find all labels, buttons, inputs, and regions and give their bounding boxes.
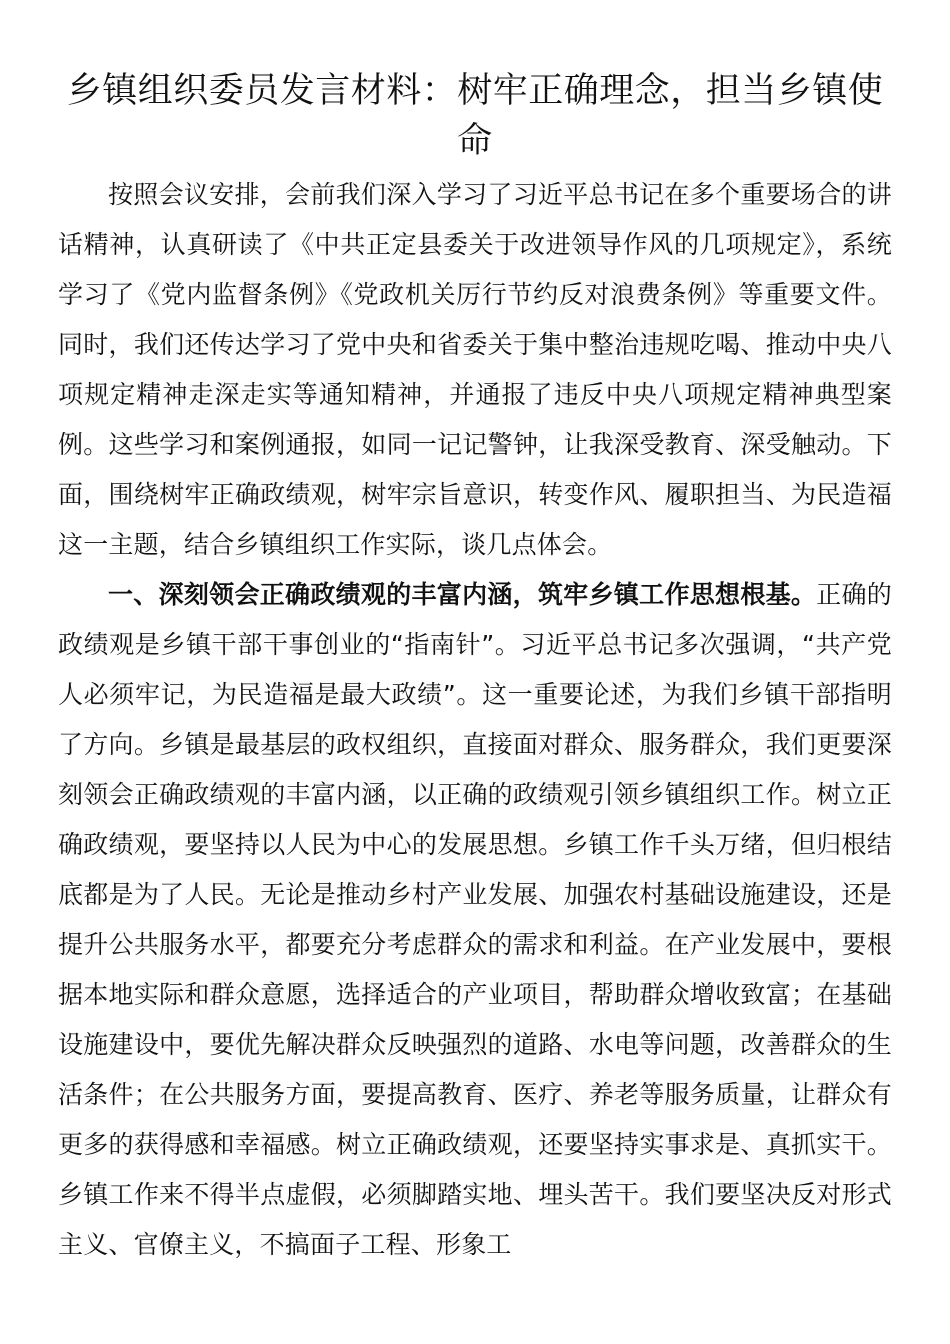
section-one-text: 正确的政绩观是乡镇干部干事创业的“指南针”。习近平总书记多次强调，“共产党人必须牢记，为民造福是最大政绩”。这一重要论述，为我们乡镇干部指明了方向。乡镇是最基层的政权组织，直接面对群众、服务群众，我们更要深刻领会正确政绩观的丰富内涵，以正确的政绩观引领乡镇组织工作。树立正确政绩观，要坚持以人民为中心的发展思想。乡镇工作千头万绪，但归根结底都是为了人民。无论是推动乡村产业发展、加强农村基础设施建设，还是提升公共服务水平，都要充分考虑群众的需求和利益。在产业发展中，要根据本地实际和群众意愿，选择适合的产业项目，帮助群众增收致富；在基础设施建设中，要优先解决群众反映强烈的道路、水电等问题，改善群众的生活条件；在公共服务方面，要提高教育、医疗、养老等服务质量，让群众有更多的获得感和幸福感。树立正确政绩观，还要坚持实事求是、真抓实干。乡镇工作来不得半点虚假，必须脚踏实地、埋头苦干。我们要坚决反对形式主义、官僚主义，不搞面子工程、形象工 [58, 580, 892, 1259]
document-page [58, 66, 892, 1270]
intro-paragraph-text: 按照会议安排，会前我们深入学习了习近平总书记在多个重要场合的讲话精神，认真研读了《中共正定县委关于改进领导作风的几项规定》，系统学习了《党内监督条例》《党政机关厉行节约反对浪费条例》等重要文件。同时，我们还传达学习了党中央和省委关于集中整治违规吃喝、推动中央八项规定精神走深走实等通知精神，并通报了违反中央八项规定精神典型案例。这些学习和案例通报，如同一记记警钟，让我深受教育、深受触动。下面，围绕树牢正确政绩观，树牢宗旨意识，转变作风、履职担当、为民造福这一主题，结合乡镇组织工作实际，谈几点体会。 [58, 180, 892, 559]
section-one-paragraph [58, 570, 892, 1270]
document-title: 乡镇组织委员发言材料：树牢正确理念，担当乡镇使命 [66, 71, 884, 161]
document-body [58, 170, 892, 1270]
section-one-heading: 一、深刻领会正确政绩观的丰富内涵，筑牢乡镇工作思想根基。 [108, 580, 817, 609]
intro-paragraph [58, 170, 892, 570]
